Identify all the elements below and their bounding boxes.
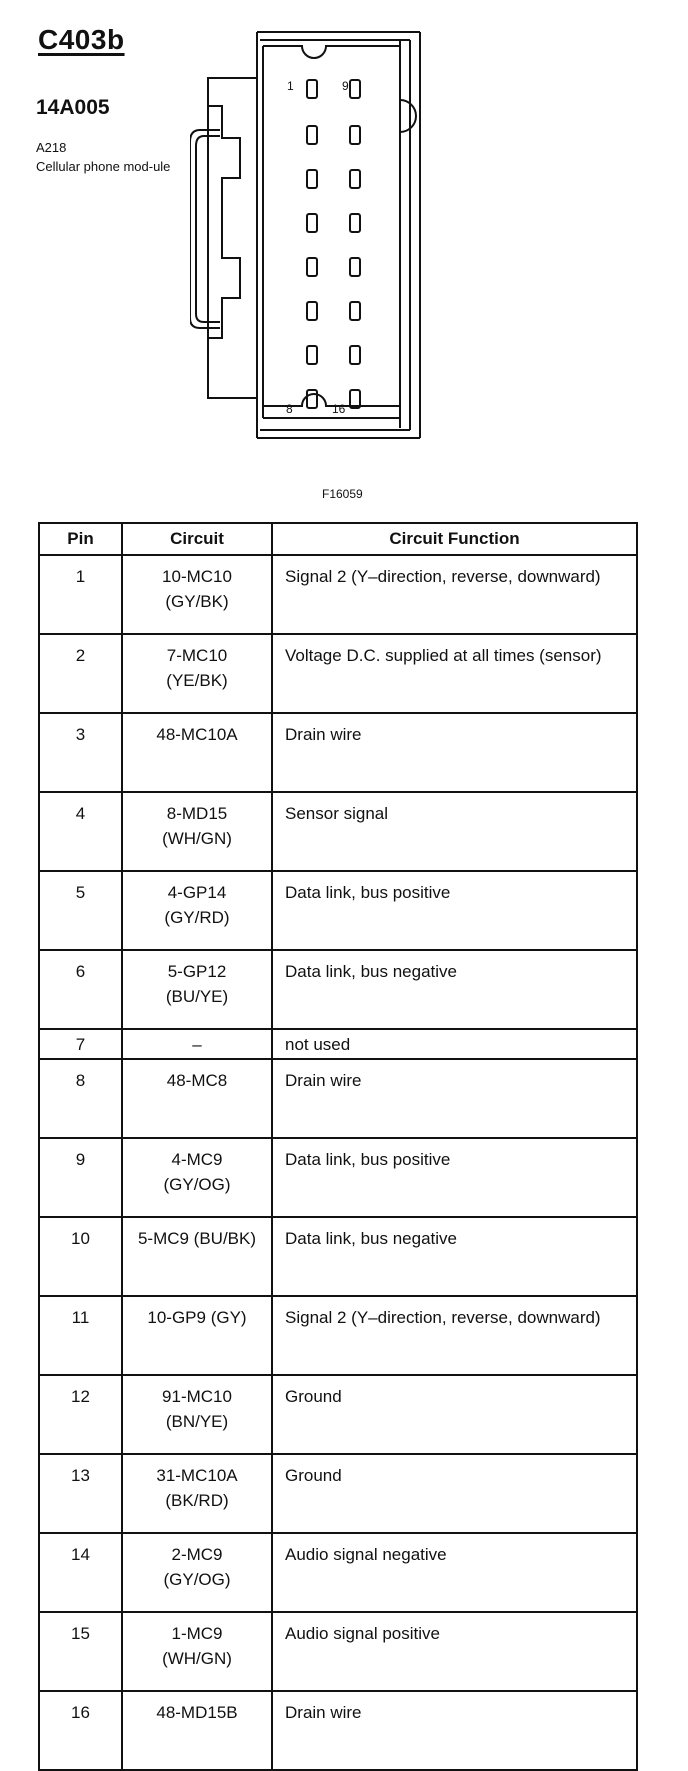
circuit-code: 2-MC9 [171, 1545, 223, 1564]
circuit-code: 5-GP12 [167, 962, 227, 981]
module-code: A218 [36, 140, 67, 155]
pin-number: 13 [39, 1454, 122, 1533]
circuit-function: Data link, bus positive [272, 871, 637, 950]
table-row [39, 713, 637, 792]
circuit-cell [122, 1454, 272, 1533]
circuit-function: Data link, bus positive [272, 1138, 637, 1217]
pin-number: 2 [39, 634, 122, 713]
circuit-code: 48-MD15B [156, 1703, 238, 1722]
module-name: Cellular phone mod-ule [36, 159, 171, 174]
connector-diagram [190, 18, 440, 478]
circuit-code: 48-MC10A [156, 725, 238, 744]
pin-number: 8 [39, 1059, 122, 1138]
pin-header: Pin [39, 523, 122, 555]
pin-number: 14 [39, 1533, 122, 1612]
pin-number: 12 [39, 1375, 122, 1454]
circuit-function: Drain wire [272, 713, 637, 792]
pin-label-16: 16 [332, 402, 346, 416]
circuit-function: Signal 2 (Y–direction, reverse, downward) [272, 1296, 637, 1375]
wire-color: (WH/GN) [162, 1649, 232, 1668]
pin-number: 11 [39, 1296, 122, 1375]
circuit-function: Voltage D.C. supplied at all times (sensor) [272, 634, 637, 713]
wire-color: (GY/RD) [164, 908, 230, 927]
circuit-cell [122, 1029, 272, 1059]
table-row [39, 1138, 637, 1217]
circuit-function: Ground [272, 1454, 637, 1533]
circuit-code: – [192, 1035, 202, 1054]
table-row [39, 792, 637, 871]
wire-color: (YE/BK) [166, 671, 228, 690]
circuit-function: Audio signal negative [272, 1533, 637, 1612]
pin-number: 15 [39, 1612, 122, 1691]
pin-number: 3 [39, 713, 122, 792]
circuit-code: 10-MC10 [162, 567, 232, 586]
table-row [39, 871, 637, 950]
table-row [39, 634, 637, 713]
circuit-function: Data link, bus negative [272, 950, 637, 1029]
wire-color: (WH/GN) [162, 829, 232, 848]
circuit-cell [122, 1375, 272, 1454]
circuit-cell [122, 555, 272, 634]
part-number: 14A005 [36, 96, 110, 119]
table-row [39, 1029, 637, 1059]
circuit-function: Sensor signal [272, 792, 637, 871]
wire-color: (BK/RD) [165, 1491, 229, 1510]
circuit-code: 8-MD15 [166, 804, 228, 823]
circuit-cell [122, 1296, 272, 1375]
pin-number: 4 [39, 792, 122, 871]
circuit-cell [122, 950, 272, 1029]
pin-number: 16 [39, 1691, 122, 1770]
circuit-cell [122, 792, 272, 871]
pin-number: 5 [39, 871, 122, 950]
pin-label-9: 9 [342, 79, 349, 93]
circuit-cell [122, 634, 272, 713]
wire-color: (GY/OG) [163, 1175, 231, 1194]
circuit-code: 5-MC9 (BU/BK) [137, 1229, 257, 1248]
circuit-cell [122, 1138, 272, 1217]
circuit-function: Data link, bus negative [272, 1217, 637, 1296]
circuit-header: Circuit [122, 523, 272, 555]
wire-color: (BU/YE) [165, 987, 229, 1006]
wire-color: (GY/BK) [165, 592, 229, 611]
function-header: Circuit Function [272, 523, 637, 555]
pin-label-1: 1 [287, 79, 294, 93]
wire-color: (BN/YE) [165, 1412, 229, 1431]
circuit-code: 7-MC10 [166, 646, 228, 665]
circuit-cell [122, 1612, 272, 1691]
wire-color: (GY/OG) [163, 1570, 231, 1589]
table-row [39, 950, 637, 1029]
circuit-code: 31-MC10A [156, 1466, 238, 1485]
pin-number: 1 [39, 555, 122, 634]
table-row [39, 555, 637, 634]
circuit-code: 4-MC9 [171, 1150, 223, 1169]
table-row [39, 1533, 637, 1612]
figure-reference: F16059 [322, 487, 363, 501]
circuit-function: Signal 2 (Y–direction, reverse, downward) [272, 555, 637, 634]
circuit-function: not used [272, 1029, 637, 1059]
pin-label-8: 8 [286, 402, 293, 416]
table-row [39, 1375, 637, 1454]
connector-id: C403b [38, 24, 125, 55]
circuit-cell [122, 1059, 272, 1138]
circuit-code: 91-MC10 [162, 1387, 232, 1406]
pin-number: 6 [39, 950, 122, 1029]
circuit-cell [122, 1217, 272, 1296]
circuit-function: Drain wire [272, 1691, 637, 1770]
pin-number: 7 [39, 1029, 122, 1059]
circuit-code: 1-MC9 [171, 1624, 223, 1643]
circuit-cell [122, 1533, 272, 1612]
table-row [39, 1296, 637, 1375]
circuit-cell [122, 871, 272, 950]
circuit-code: 4-GP14 [167, 883, 227, 902]
circuit-function: Drain wire [272, 1059, 637, 1138]
table-row [39, 1454, 637, 1533]
circuit-code: 10-GP9 (GY) [147, 1308, 247, 1327]
pin-table [38, 522, 638, 1771]
table-row [39, 1059, 637, 1138]
table-header-row [39, 523, 637, 555]
pin-number: 10 [39, 1217, 122, 1296]
table-row [39, 1691, 637, 1770]
pin-number: 9 [39, 1138, 122, 1217]
circuit-function: Ground [272, 1375, 637, 1454]
circuit-cell [122, 1691, 272, 1770]
circuit-cell [122, 713, 272, 792]
circuit-function: Audio signal positive [272, 1612, 637, 1691]
circuit-code: 48-MC8 [166, 1071, 228, 1090]
table-row [39, 1612, 637, 1691]
table-row [39, 1217, 637, 1296]
